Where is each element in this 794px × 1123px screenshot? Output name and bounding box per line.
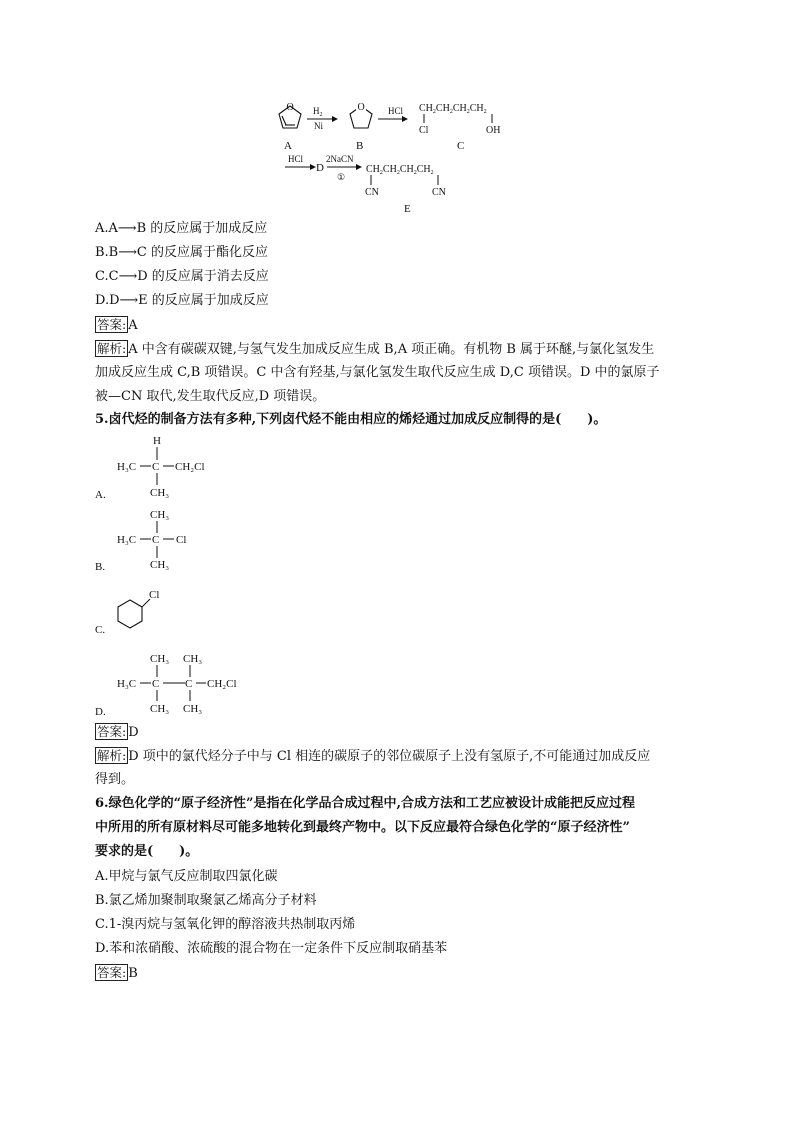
q5-analysis-2: 得到。: [95, 772, 135, 787]
q5-d-top2: CH₃: [183, 653, 203, 665]
q5-b-c: C: [152, 534, 160, 546]
q5-a-bottom: CH₃: [150, 487, 170, 499]
answer-tag: 答案:: [97, 965, 127, 980]
q5-a-h: H: [153, 435, 161, 447]
q6-option-d: D.苯和浓硝酸、浓硫酸的混合物在一定条件下反应制取硝基苯: [95, 941, 448, 956]
hcl-reagent-2: HCl: [288, 154, 304, 164]
q4-analysis-3: 被—CN 取代,发生取代反应,D 项错误。: [95, 389, 326, 404]
q5-d-left: H₃C: [117, 678, 137, 690]
q4-analysis-1: 解析: A 中含有碳碳双键,与氢气发生加成反应生成 B,A 项正确。有机物 B 属于环醚,与氯化氢发生: [97, 341, 655, 357]
q6-option-a: A.甲烷与氯气反应制取四氯化碳: [95, 869, 278, 884]
q4-option-a: A.A⟶B 的反应属于加成反应: [95, 221, 268, 236]
q5-label-b: B.: [95, 561, 106, 573]
q5-label-d: D.: [95, 706, 106, 718]
q4-option-d: D.D⟶E 的反应属于加成反应: [95, 293, 269, 308]
q5-d-top1: CH₃: [150, 653, 170, 665]
arrow-icon: ⟶: [118, 245, 137, 260]
cyclohexane-ring: [118, 600, 142, 628]
q5-d-c1: C: [152, 678, 160, 690]
q6-stem-2: 中所用的所有原材料尽可能多地转化到最终产物中。以下反应最符合绿色化学的“原子经济性”: [95, 820, 630, 835]
q4-option-c: C.C⟶D 的反应属于消去反应: [95, 269, 269, 284]
hcl-reagent: HCl: [388, 106, 404, 116]
step-one: ①: [337, 172, 346, 182]
q4-answer: 答案: A: [97, 317, 138, 333]
label-a: A: [284, 140, 292, 152]
arrow-icon: ⟶: [117, 221, 137, 236]
q5-a-c: C: [152, 461, 160, 473]
cn-group-1: CN: [365, 187, 379, 198]
q5-label-c: C.: [95, 624, 106, 636]
oxygen-atom-b: O: [357, 102, 365, 113]
oxygen-atom-a: O: [286, 102, 294, 113]
c-chlorine: Cl: [419, 125, 429, 136]
q5-c-cl: Cl: [149, 589, 160, 601]
q5-d-bot1: CH₃: [150, 703, 170, 715]
label-e: E: [404, 203, 411, 215]
answer-tag: 答案:: [97, 724, 127, 739]
q5-b-left: H₃C: [117, 534, 137, 546]
label-c: C: [457, 140, 465, 152]
q6-option-b: B.氯乙烯加聚制取聚氯乙烯高分子材料: [95, 893, 317, 908]
c-hydroxyl: OH: [486, 125, 501, 136]
q5-d-bot2: CH₃: [183, 703, 203, 715]
q4-option-b: B.B⟶C 的反应属于酯化反应: [95, 245, 268, 260]
h2-reagent: $H_2$: [313, 106, 323, 118]
q5-d-c2: C: [185, 678, 193, 690]
q6-stem-1: 6.绿色化学的“原子经济性”是指在化学品合成过程中,合成方法和工艺应被设计成能把反应过程: [95, 796, 636, 811]
analysis-tag: 解析:: [97, 748, 127, 763]
q5-b-right: Cl: [176, 534, 187, 546]
q5-b-bottom: CH₃: [150, 559, 170, 571]
q6-option-c: C.1-溴丙烷与氢氧化钾的醇溶液共热制取丙烯: [95, 917, 356, 932]
q5-answer: 答案: D: [97, 724, 139, 740]
arrow-icon: ⟶: [119, 293, 139, 308]
q6-stem-3: 要求的是( )。: [95, 844, 199, 859]
arrow-icon: ⟶: [118, 269, 138, 284]
q4-analysis-2: 加成反应生成 C,B 项错误。C 中含有羟基,与氯化氢发生取代反应生成 D,C 项错误。D 中的氯原子: [95, 365, 660, 380]
q5-d-right: CH₂Cl: [207, 678, 237, 690]
e-chain: $CH_2CH_2CH_2CH_2$: [366, 164, 434, 176]
q6-answer: 答案: B: [97, 965, 138, 981]
q5-a-right: CH₂Cl: [175, 461, 205, 473]
ni-catalyst: Ni: [314, 121, 323, 131]
q5-analysis-1: 解析: D 项中的氯代烃分子中与 Cl 相连的碳原子的邻位碳原子上没有氢原子,不可能通过加成反应: [97, 748, 651, 764]
label-b: B: [356, 140, 364, 152]
q5-stem: 5.卤代烃的制备方法有多种,下列卤代烃不能由相应的烯烃通过加成反应制得的是( )。: [95, 412, 607, 427]
analysis-tag: 解析:: [97, 341, 127, 356]
reaction-scheme: [270, 92, 530, 217]
q5-label-a: A.: [95, 489, 106, 501]
q5-structures: [90, 432, 330, 722]
nacn-reagent: 2NaCN: [326, 154, 354, 164]
cn-group-2: CN: [432, 187, 446, 198]
c-chain: $CH_2CH_2CH_2CH_2$: [419, 103, 487, 115]
q5-b-top: CH₃: [150, 509, 170, 521]
answer-tag: 答案:: [97, 317, 127, 332]
label-d: D: [316, 162, 324, 174]
q5-a-left: H₃C: [117, 461, 137, 473]
